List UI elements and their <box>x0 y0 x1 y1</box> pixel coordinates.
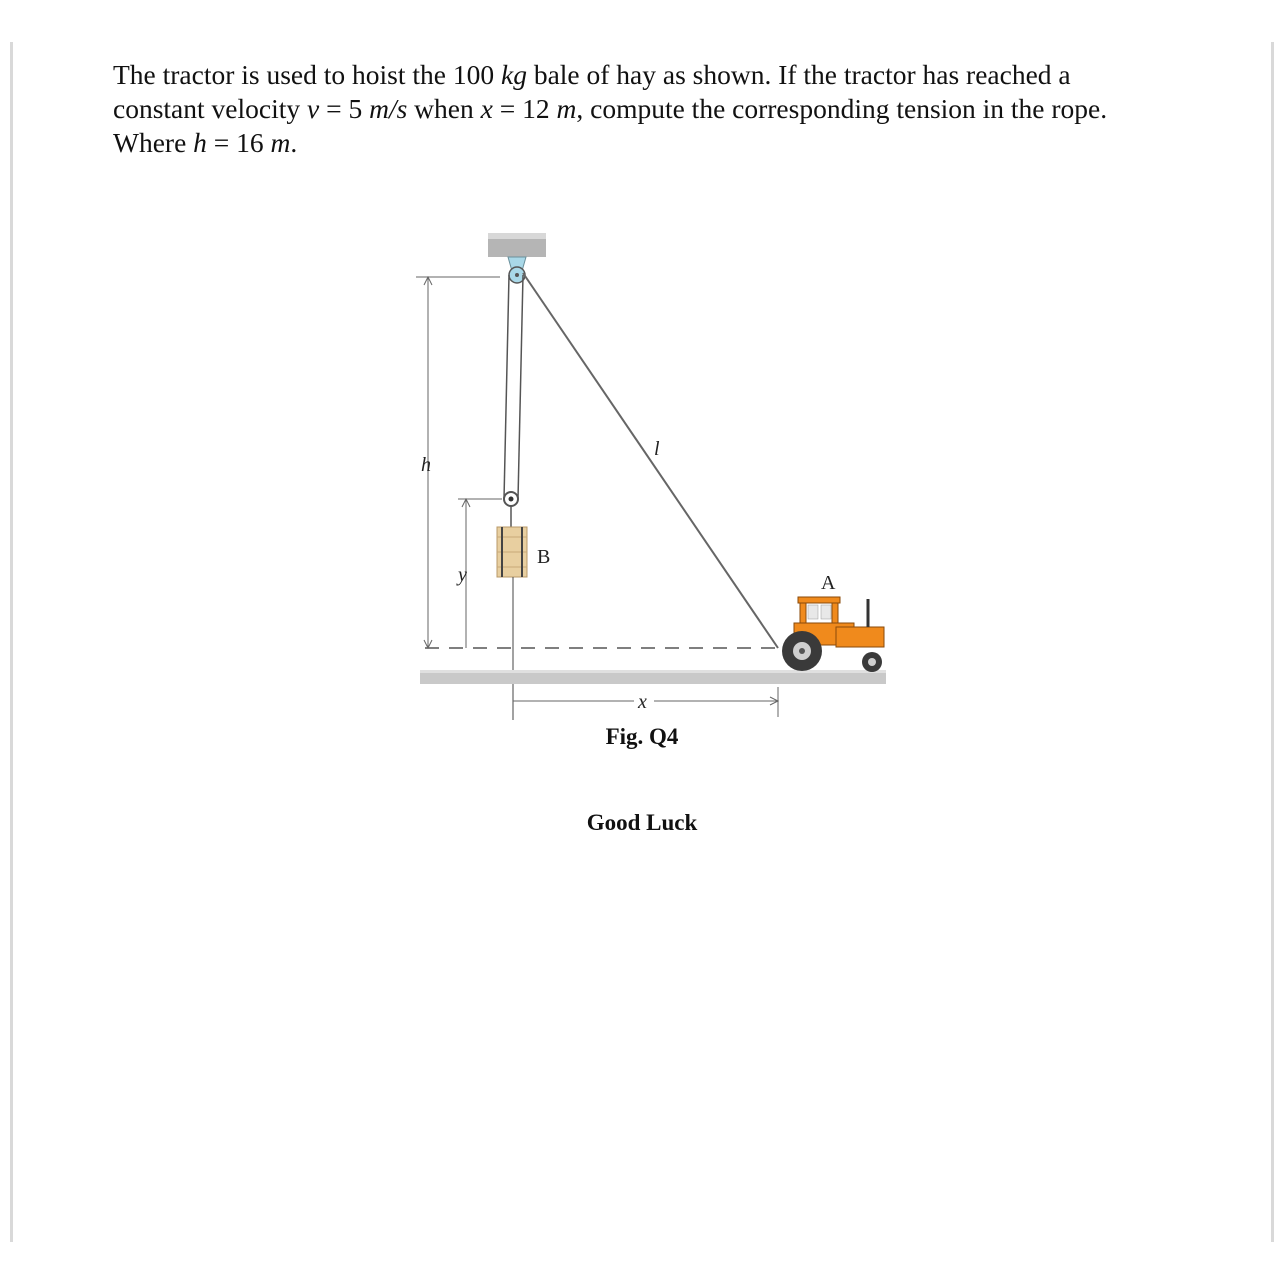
problem-statement: The tractor is used to hoist the 100 kg bale of hay as shown. If the tractor has reached a constant velocity v = 5 m/s when x = 12 m, compute the corresponding tension in the rope. Where h = 16 m. <box>113 59 1108 158</box>
closing-text: Good Luck <box>586 810 698 835</box>
top-pulley-axle-icon <box>515 273 519 277</box>
label-x: x <box>638 691 647 713</box>
label-B: B <box>537 546 551 568</box>
figure-caption: Fig. Q4 <box>605 724 679 749</box>
hay-bale-icon <box>497 527 527 577</box>
label-h: h <box>421 454 431 476</box>
figure-diagram <box>390 215 890 725</box>
ceiling-support-top <box>488 233 546 239</box>
label-A: A <box>821 572 836 594</box>
label-l: l <box>654 438 660 460</box>
label-y: y <box>458 564 467 586</box>
lower-pulley-axle-icon <box>509 497 514 502</box>
ground-top-edge <box>420 670 886 673</box>
